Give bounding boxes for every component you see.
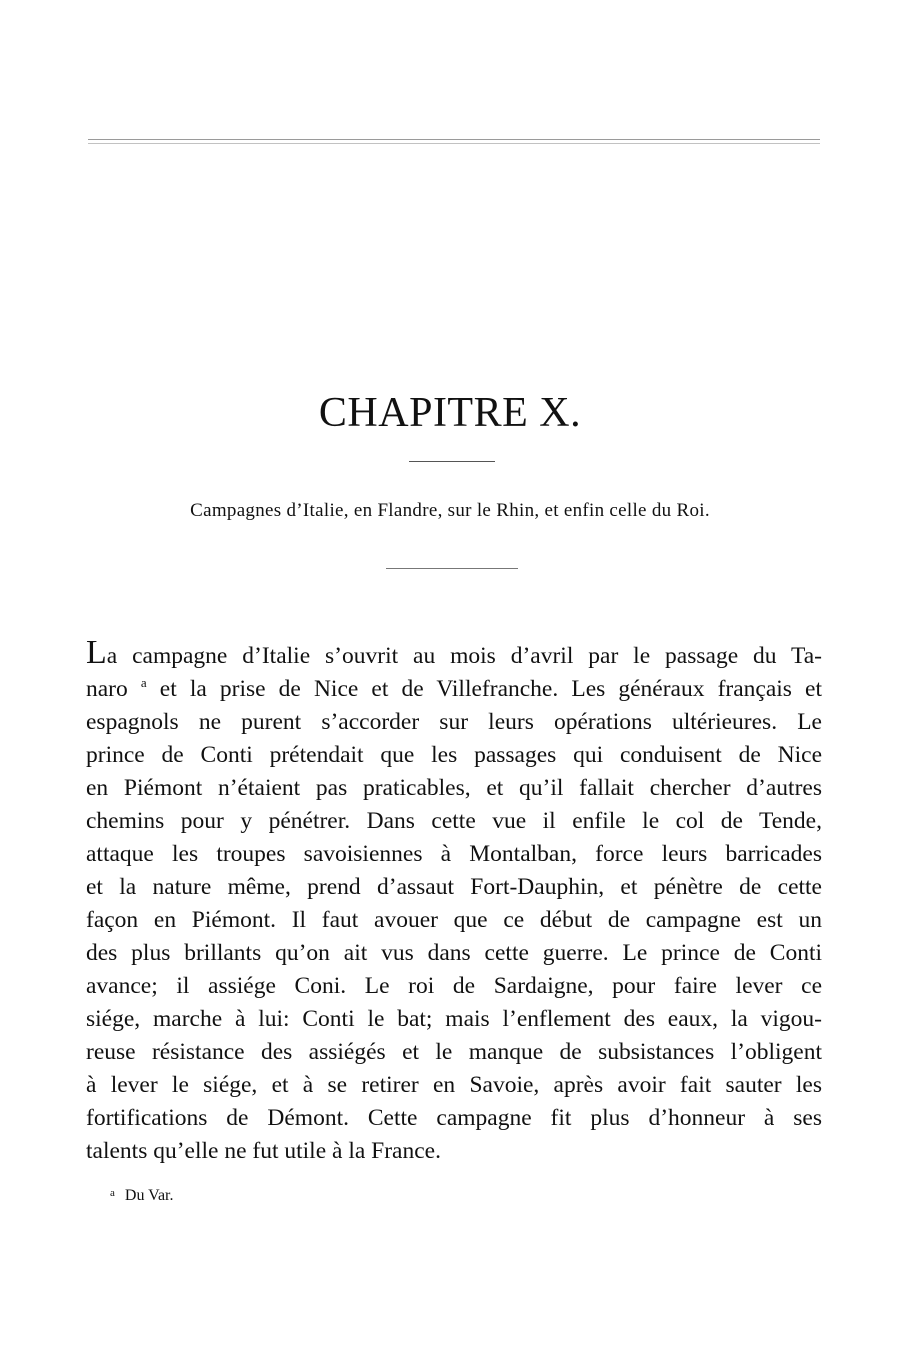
body-line: attaque les troupes savoisiennes à Montalban, force leurs barricades <box>86 841 822 867</box>
chapter-title: CHAPITRE X. <box>318 390 582 436</box>
body-line: talents qu’elle ne fut utile à la France. <box>86 1138 441 1164</box>
body-line: reuse résistance des assiégés et le manque de subsistances l’obligent <box>86 1039 822 1065</box>
header-rule-top <box>88 139 820 140</box>
body-line-text: naro <box>86 676 128 702</box>
drop-cap: L <box>86 634 107 671</box>
body-line: à lever le siége, et à se retirer en Savoie, après avoir fait sauter les <box>86 1072 822 1098</box>
body-line-text: a campagne d’Italie s’ouvrit au mois d’avril par le passage du Ta- <box>106 643 822 669</box>
body-line: chemins pour y pénétrer. Dans cette vue il enfile le col de Tende, <box>86 808 822 834</box>
body-line-text: et la prise de Nice et de Villefranche. Les généraux français et <box>159 676 823 702</box>
subtitle-separator-rule <box>386 568 518 569</box>
body-line: fortifications de Démont. Cette campagne fit plus d’honneur à ses <box>86 1105 822 1131</box>
body-line <box>86 673 822 706</box>
body-line: espagnols ne purent s’accorder sur leurs opérations ultérieures. Le <box>86 709 822 735</box>
footnote-reference: a <box>140 675 147 690</box>
chapter-subtitle: Campagnes d’Italie, en Flandre, sur le Rhin, et enfin celle du Roi. <box>190 500 710 521</box>
header-rule-bottom <box>88 143 820 144</box>
footnote <box>110 1183 173 1206</box>
body-line: prince de Conti prétendait que les passages qui conduisent de Nice <box>86 742 822 768</box>
body-line: façon en Piémont. Il faut avouer que ce début de campagne est un <box>86 907 822 933</box>
header-double-rule <box>88 139 820 145</box>
body-line: des plus brillants qu’on ait vus dans cette guerre. Le prince de Conti <box>86 940 822 966</box>
body-line: avance; il assiége Coni. Le roi de Sardaigne, pour faire lever ce <box>86 973 822 999</box>
body-line: et la nature même, prend d’assaut Fort-Dauphin, et pénètre de cette <box>86 874 822 900</box>
footnote-text: Du Var. <box>124 1187 174 1204</box>
body-line: en Piémont n’étaient pas praticables, et qu’il fallait chercher d’autres <box>86 775 822 801</box>
title-separator-rule <box>409 461 495 462</box>
body-line: siége, marche à lui: Conti le bat; mais l’enflement des eaux, la vigou- <box>86 1006 822 1032</box>
footnote-mark: a <box>110 1187 115 1199</box>
body-paragraph <box>86 634 823 1168</box>
body-line <box>86 634 822 673</box>
